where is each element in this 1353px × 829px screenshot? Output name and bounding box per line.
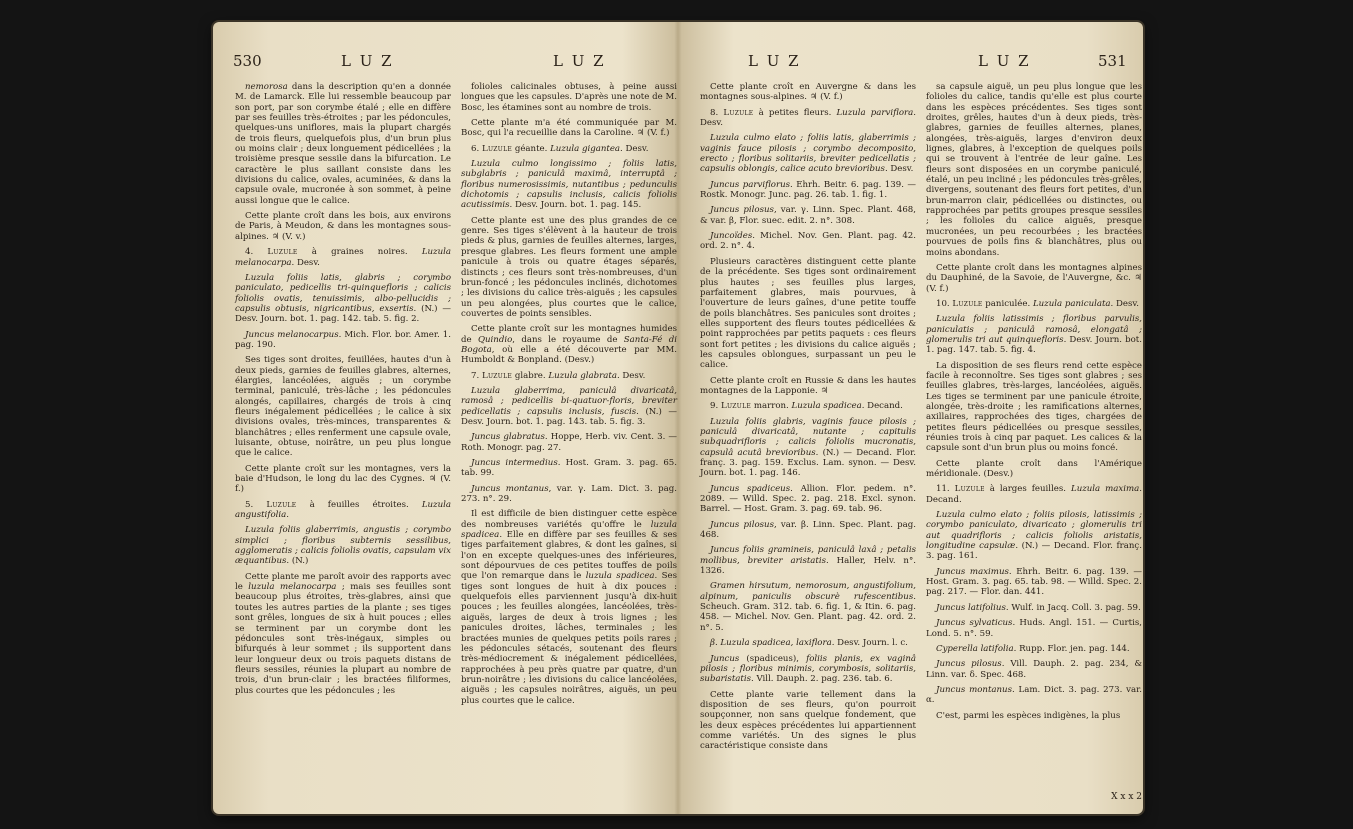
text-run: Desv. Journ. l. c. [834,638,908,649]
text-run: Ses tiges sont droites, feuillées, hautes d'un à deux pieds, garnies de feuilles glabres, alternes, élargies, lancéolées, aiguës ; un corymbe terminal, paniculé, très-lâche ; les pédoncules alongés, capillaires, chargés de trois à cinq fleurs inégalement pédicellées ; le calice à six divisions ovales, très-minces, transparentes & blanchâtres ; elles renferment une capsule ovale, luisante, obtuse, noirâtre, un peu plus longue que le calice. [235,355,451,459]
paragraph [461,324,677,365]
paragraph [926,299,1142,309]
text-run: 9. [710,401,721,412]
italic-text: Luzula foliis latis, glabris ; corymbo paniculato, pedicellis tri-quinquefloris ; calicis foliolis ovatis, tenuissimis, albo-pellucidis ; capsulis obtusis, nigricantibus, exsertis. [235,272,451,314]
paragraph [926,603,1142,613]
text-run: marron. [751,401,792,412]
text-run: Haller, Helv. n°. 1326. [700,555,916,577]
paragraph [235,572,451,696]
paragraph [461,432,677,453]
page-number: 531 [1098,52,1127,70]
paragraph [700,545,916,576]
small-caps-text: Luzule [481,370,513,381]
text-run: Mich. Flor. bor. Amer. 1. pag. 190. [235,329,451,350]
text-run: à petites fleurs. [753,107,837,118]
text-run: glabre. [512,370,549,381]
text-run: 4. [245,247,268,258]
text-run: Hoppe, Herb. viv. Cent. 3. — Roth. Monogr. pag. 27. [461,432,677,453]
paragraph [235,355,451,458]
text-run: Lam. Dict. 3. pag. 273. var. α. [926,684,1142,706]
paragraph [926,659,1142,680]
signature-mark: X x x 2 [1111,792,1142,802]
italic-text: Juncus sylvaticus. [936,618,1016,629]
italic-text: Luzula paniculata. [1032,298,1114,309]
paragraph [235,82,451,206]
text-run: (spadiceus), [739,653,807,664]
paragraph [461,509,677,706]
paragraph [926,263,1142,294]
italic-text: Juncoïdes. [710,231,755,242]
text-run: Cette plante croît sur les montagnes humides de [461,324,677,345]
text-column [235,82,451,701]
italic-text: Luzula glabrata. [548,370,620,381]
italic-text: Juncus pilosus [710,205,774,216]
running-header: L U Z [978,52,1031,70]
text-run: Desv. [294,257,320,268]
book-spread [213,22,1143,814]
italic-text: Juncus glabratus. [471,432,548,443]
paragraph [235,247,451,268]
italic-text: luzula spadicea [461,519,677,541]
paragraph [700,484,916,515]
text-run: , var. γ. Linn. Spec. Plant. 468, & var. β, Flor. suec. edit. 2. n°. 308. [700,205,916,226]
paragraph [461,386,677,427]
running-header: L U Z [341,52,394,70]
text-column [700,82,916,757]
paragraph [700,417,916,479]
text-run: Desv. [700,118,723,129]
italic-text: Juncus intermedius. [471,458,561,468]
text-run: Allion. Flor. pedem. n°. 2089. — Willd. Spec. 2. pag. 218. Excl. synon. Barrel. — Host. Gram. 3. pag. 69. tab. 96. [700,483,917,515]
small-caps-text: Luzule [952,298,983,309]
italic-text: Juncus foliis gramineis, paniculâ laxâ ; petalis mollibus, breviter aristatis. [700,545,916,566]
text-run: Cette plante croît sur les montagnes, vers la baie d'Hudson, le long du lac des Cygnes. ♃ (V. f.) [235,463,451,495]
text-run: 5. [245,499,267,510]
text-run: Desv. [887,164,914,175]
paragraph [926,567,1142,598]
left-page [213,22,678,814]
text-run: (N.) — Decand. Flor. franç. 3. pag. 161. [926,541,1142,562]
paragraph [700,376,916,397]
paragraph [700,231,916,252]
italic-text: Juncus [710,653,740,664]
paragraph [700,581,916,633]
text-run: à feuilles étroites. [296,499,422,510]
text-run: Desv. [619,370,646,381]
text-run: Il est difficile de bien distinguer cette espèce des nombreuses variétés qu'offre le [461,509,677,530]
paragraph [926,314,1142,355]
text-run: 6. [471,143,482,154]
italic-text: Luzula parviflora. [836,107,916,118]
italic-text: Juncus parviflorus. [710,179,793,190]
text-run: sa capsule aiguë, un peu plus longue que les folioles du calice, tandis qu'elle est plus courte dans les espèces précédentes. Ses tiges sont droites, grêles, hautes d'un à deux pieds, très-glabres, garnies de feuilles alternes, planes, alongées, très-aiguës, larges d'environ deux lignes, glabres, à l'exception de quelques poils qui se trouvent à l'entrée de leur gaîne. Les fleurs sont disposées en un corymbe paniculé, étalé, un peu incliné ; les pédoncules très-grêles, divergens, soutenant des fleurs fort petites, d'un brun-marron clair, pédicellées ou distinctes, ou rapprochées par petits groupes presque sessiles ; les folioles du calice aiguës, presque mucronées, un peu recourbées ; les bractées pourvues de poils fins & blanchâtres, plus ou moins abondans. [926,82,1142,258]
text-run: Ehrh. Beitr. 6. pag. 139. — Host. Gram. 3. pag. 65. tab. 98. — Willd. Spec. 2. pag. 217. — Flor. dan. 441. [926,566,1142,598]
italic-text: Luzula spadicea. [791,401,865,412]
paragraph [235,500,451,521]
paragraph [700,180,916,201]
text-run: Huds. Angl. 151. — Curtis, Lond. 5. n°. 59. [926,618,1142,639]
right-page [678,22,1143,814]
text-run: , var. γ. Lam. Dict. 3. pag. 273. n°. 29. [461,483,677,505]
italic-text: foliis planis, ex vaginâ pilosis ; floribus minimis, corymbosis, solitariis, subaristatis. [700,653,917,685]
text-run: Wulf. in Jacq. Coll. 3. pag. 59. [1008,602,1141,613]
text-run: (N.) — Desv. Journ. bot. 1. pag. 143. tab. 5. fig. 3. [461,406,678,427]
italic-text: Luzula foliis glaberrimis, angustis ; corymbo simplici ; floribus subternis sessilibus, agglomeratis ; calicis foliolis ovatis, capsulam vix æquantibus. [235,525,451,567]
page-number: 530 [233,52,262,70]
small-caps-text: Luzule [481,143,513,154]
italic-text: Santa-Fé di Bogota [461,334,677,355]
paragraph [700,638,916,648]
paragraph [926,484,1142,505]
paragraph [926,618,1142,639]
text-run: Plusieurs caractères distinguent cette plante de la précédente. Ses tiges sont ordinairement plus hautes ; ses feuilles plus larges, parfaitement glabres, mais pourvues, à l'ouverture de leurs gaînes, d'une petite touffe de poils blanchâtres. Ses panicules sont droites ; elles supportent des fleurs toutes pédicellées & point rapprochées par petits paquets : ces fleurs sont fort petites ; les divisions du calice aiguës ; les capsules oblongues, surpassant un peu le calice. [700,256,916,371]
paragraph [926,82,1142,258]
italic-text: Juncus maximus. [936,566,1012,577]
paragraph [700,257,916,371]
text-run: à graines noires. [297,247,422,258]
paragraph [700,82,916,103]
text-run: Cette plante me paroît avoir des rapports avec le [235,571,451,593]
italic-text: Cyperella latifolia. [936,643,1017,654]
text-column [926,82,1142,726]
paragraph [235,464,451,495]
text-run: (N.) — Desv. Journ. bot. 1. pag. 142. tab. 5. fig. 2. [235,303,451,325]
paragraph [926,685,1142,706]
italic-text: luzula spadicea [585,571,655,582]
italic-text: Luzula foliis glabris, vaginis fauce pilosis ; paniculâ divaricatâ, nutante ; capitulis subquadrifloris ; calicis foliolis mucronatis, capsulâ acutâ brevioribus. [700,416,916,458]
italic-text: Luzula glaberrima, paniculâ divaricatâ, ramosâ ; pedicellis bi-quatuor-floris, breviter pedicellatis ; capsulis inclusis, fuscis. [461,385,677,417]
running-header: L U Z [748,52,801,70]
text-run: Desv. Journ. bot. 1. pag. 147. tab. 5. fig. 4. [926,334,1142,356]
text-run: Cette plante croît dans l'Amérique méridionale. (Desv.) [926,458,1142,480]
paragraph [461,159,677,211]
text-run: Vill. Dauph. 2. pag. 234, & Linn. var. δ. Spec. 468. [926,659,1142,680]
italic-text: Luzula culmo elato ; foliis pilosis, latissimis ; corymbo paniculato, divaricato ; glomerulis tri aut quadrifloris ; calicis foliolis aristatis, longitudine capsulæ. [926,510,1142,552]
paragraph [461,216,677,319]
text-run: (N.) [289,556,309,567]
paragraph [461,82,677,113]
text-run: Cette plante varie tellement dans la disposition de ses fleurs, qu'on pourroit soupçonner, non sans quelque fondement, que les deux espèces précédentes lui appartiennent comme variétés. Un des signes le plus caractéristique consiste dans [700,689,916,752]
text-run: La disposition de ses fleurs rend cette espèce facile à reconnoître. Ses tiges sont glabres ; ses feuilles glabres, très-larges, lancéolées, aiguës. Les tiges se terminent par une panicule étroite, alongée, très-droite ; les ramifications alternes, axillaires, rapprochées des tiges, chargées de petites fleurs pédicellées ou presque sessiles, réunies trois à cinq par paquet. Les calices & la capsule sont d'un brun plus ou moins foncé. [926,360,1142,454]
paragraph [700,690,916,752]
italic-text: Gramen hirsutum, nemorosum, angustifolium, alpinum, paniculis obscurè rufescentibus. [700,581,916,602]
text-run: 10. [936,298,953,309]
small-caps-text: Luzule [267,247,298,258]
italic-text: Quindio [477,334,513,345]
small-caps-text: Luzule [720,401,752,412]
paragraph [235,525,451,566]
italic-text: luzula melanocarpa [248,582,337,593]
italic-text: β. Luzula spadicea, laxiflora. [710,638,835,649]
text-run: dans la description qu'en a donnée M. de Lamarck. Elle lui ressemble beaucoup par son port, par son corymbe étalé ; elle en diffère par ses feuilles très-étroites ; par les pédoncules, quelques-uns uniflores, mais la plupart chargés de trois fleurs, quelquefois plus, d'un brun plus ou moins clair ; deux longuement pédicellées ; la troisième presque sessile dans la bifurcation. Le caractère le plus saillant consiste dans les divisions du calice, ovales, acuminées, & dans la capsule ovale, mucronée à son sommet, à peine aussi longue que le calice. [235,82,451,206]
text-run: Desv. Journ. bot. 1. pag. 145. [512,200,642,211]
text-run: Ehrh. Beitr. 6. pag. 139. — Rostk. Monogr. Junc. pag. 26. tab. 1. fig. 1. [700,179,917,201]
paragraph [235,273,451,325]
text-run: Desv. [1113,298,1139,309]
text-run: Vill. Dauph. 2. pag. 236. tab. 6. [753,674,893,685]
italic-text: Luzula foliis latissimis ; floribus parvulis, paniculatis ; paniculâ ramosâ, elongatâ ; glomerulis tri aut quinquefloris. [926,314,1142,345]
text-run: Cette plante croît dans les bois, aux environs de Paris, à Meudon, & dans les montagnes sous-alpines. ♃ (V. v.) [235,211,451,242]
text-run: 8. [710,107,724,118]
text-run: , dans le royaume de [512,334,624,345]
italic-text: Luzula maxima. [1070,484,1142,495]
text-run: Cette plante croît en Russie & dans les hautes montagnes de la Lapponie. ♃ [700,375,916,396]
paragraph [700,108,916,129]
italic-text: Juncus spadiceus. [710,483,793,494]
text-run: Host. Gram. 3. pag. 65. tab. 99. [461,458,677,479]
paragraph [461,118,677,139]
paragraph [926,459,1142,480]
text-run: Decand. [926,494,962,505]
text-run: . Elle en diffère par ses feuilles & ses tiges parfaitement glabres, & dont les gaînes, si l'on en excepte quelques-unes des inférieures, sont dépourvues de ces petites touffes de poils que l'on remarque dans le [461,530,677,582]
italic-text: Juncus pilosus. [936,659,1005,670]
text-run: Cette plante croît en Auvergne & dans les montagnes sous-alpines. ♃ (V. f.) [700,82,916,103]
paragraph [461,371,677,381]
italic-text: Luzula gigantea. [550,143,623,154]
paragraph [700,520,916,541]
text-run: Michel. Nov. Gen. Plant. pag. 42. ord. 2. n°. 4. [700,231,916,252]
paragraph [926,361,1142,454]
text-run: 11. [936,484,955,495]
text-run: 7. [471,370,482,381]
paragraph [926,644,1142,654]
text-run: à larges feuilles. [984,484,1071,495]
text-run: . Ses tiges sont longues de huit à dix pouces : quelquefois elles parviennent jusqu'à dix-huit pouces ; les feuilles alongées, lancéolées, très-aiguës, larges de deux à trois lignes ; les panicules droites, lâches, terminales ; les bractées munies de quelques petits poils rares ; les pédoncules sétacés, soutenant des fleurs très-médiocrement & inégalement pédicellées, rapprochées à peu près quatre par quatre, d'un brun-noirâtre ; les divisions du calice lancéolées, aiguës ; les capsules noirâtres, aiguës, un peu plus courtes que le calice. [461,571,677,706]
small-caps-text: Luzule [266,499,297,510]
text-run: géante. [512,143,551,154]
paragraph [926,711,1142,721]
text-run: (N.) — Decand. Flor. franç. 3. pag. 159. Exclus. Lam. synon. — Desv. Journ. bot. 1. pag. 146. [700,447,916,479]
italic-text: Luzula culmo elato ; foliis latis, glaberrimis ; vaginis fauce pilosis ; corymbo decomposito, erecto ; floribus solitariis, breviter pedicellatis ; capsulis oblongis, calice acuto brevioribus. [700,133,916,175]
paragraph [461,484,677,505]
italic-text: nemorosa [245,82,288,92]
paragraph [700,133,916,174]
italic-text: Luzula culmo longissimo ; foliis latis, subglabris ; paniculâ maximâ, interruptâ ; floribus numerosissimis, nutantibus ; pedunculis dichotomis ; capsulis inclusis, calicis foliolis acutissimis. [461,159,677,211]
paragraph [235,330,451,351]
text-run: C'est, parmi les espèces indigènes, la plus [936,710,1121,721]
text-run: Cette plante est une des plus grandes de ce genre. Ses tiges s'élèvent à la hauteur de trois pieds & plus, garnies de feuilles alternes, larges, presque glabres. Les fleurs forment une ample panicule à trois ou quatre étages séparés, distincts ; ces fleurs sont très-nombreuses, d'un brun-foncé ; les pédoncules inclinés, dichotomes ; les divisions du calice très-aiguës ; les capsules un peu alongées, plus courtes que le calice, couvertes de points sensibles. [461,215,677,319]
italic-text: Juncus latifolius. [936,602,1009,613]
text-run: , où elle a été découverte par MM. Humboldt & Bonpland. (Desv.) [461,344,677,366]
italic-text: Juncus melanocarpus. [245,329,342,340]
text-run: Scheuch. Gram. 312. tab. 6. fig. 1, & Itin. 6. pag. 458. — Michel. Nov. Gen. Plant. pag. 42. ord. 2. n°. 5. [700,602,916,633]
text-run: , var. β. Linn. Spec. Plant. pag. 468. [700,519,916,541]
text-run: Decand. [864,401,903,412]
text-run: ; mais ses feuilles sont beaucoup plus étroites, très-glabres, ainsi que toutes les autres parties de la plante ; ses tiges sont grêles, longues de six à huit pouces ; elles se terminent par un corymbe dont les pédoncules sont très-inégaux, simples ou bifurqués à leur sommet ; ils supportent dans leur longueur deux ou trois paquets distans de fleurs sessiles, réunies la plupart au nombre de trois, d'un brun-clair ; les bractées filiformes, plus courtes que les pédoncules ; les [235,582,451,696]
italic-text: Juncus montanus. [936,684,1015,695]
text-run: Rupp. Flor. jen. pag. 144. [1016,643,1130,654]
italic-text: Juncus montanus [471,483,549,494]
small-caps-text: Luzule [723,107,754,118]
paragraph [700,401,916,411]
italic-text: Juncus pilosus [710,519,774,530]
paragraph [700,205,916,226]
text-run: Desv. [622,143,649,154]
italic-text: Luzula melanocarpa. [235,247,451,268]
text-run: folioles calicinales obtuses, à peine aussi longues que les capsules. D'après une note de M. Bosc, les étamines sont au nombre de trois. [461,82,677,113]
text-column [461,82,677,711]
paragraph [461,144,677,154]
italic-text: Luzula angustifolia. [235,499,451,521]
paragraph [926,510,1142,562]
text-run: paniculée. [982,298,1033,309]
small-caps-text: Luzule [954,484,985,495]
text-run: Cette plante croît dans les montagnes alpines du Dauphiné, de la Savoie, de l'Auvergne, &c. ♃ (V. f.) [926,262,1142,294]
paragraph [235,211,451,242]
running-header: L U Z [553,52,606,70]
paragraph [700,654,916,685]
paragraph [461,458,677,479]
text-run: Cette plante m'a été communiquée par M. Bosc, qui l'a recueillie dans la Caroline. ♃ (V. f.) [461,118,677,139]
